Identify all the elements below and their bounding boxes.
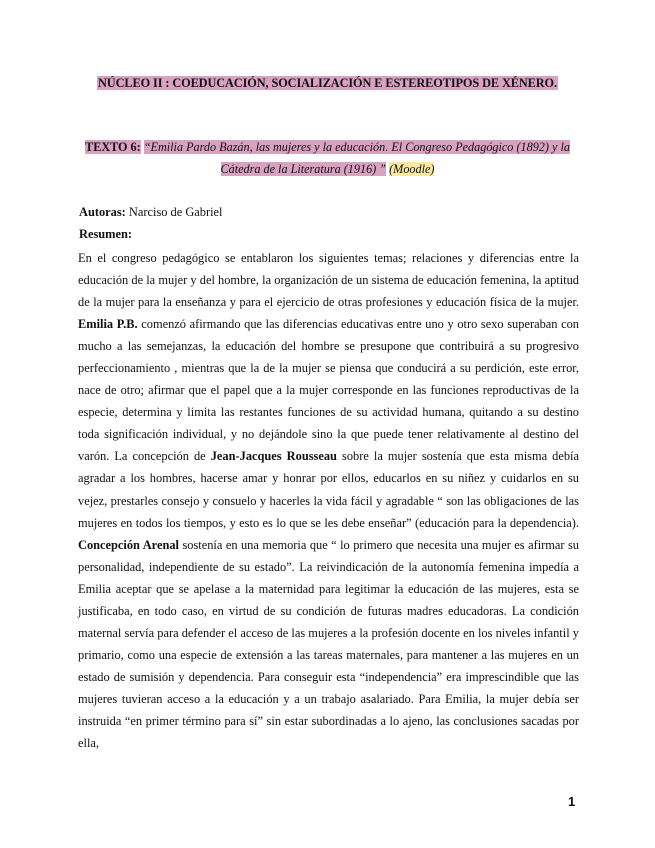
body-name-emilia: Emilia P.B. bbox=[78, 317, 138, 332]
text-source: (Moodle) bbox=[389, 162, 435, 176]
summary-label: Resumen: bbox=[79, 227, 132, 241]
authors-label: Autoras: bbox=[79, 205, 126, 219]
section-heading-text: NÚCLEO II : COEDUCACIÓN, SOCIALIZACIÓN E ESTEREOTIPOS DE XÉNERO. bbox=[98, 76, 557, 90]
page-number: 1 bbox=[568, 794, 576, 809]
body-name-arenal: Concepción Arenal bbox=[78, 537, 179, 552]
text-title-block bbox=[70, 136, 585, 180]
body-segment-1: En el congreso pedagógico se entablaron los siguientes temas; relaciones y diferencias entre la educación de la mujer y del hombre, la organización de un sistema de educación femenina, la aptitud de la mujer para la enseñanza y para el ejercicio de otras profesiones y educación física de la mujer. bbox=[78, 251, 579, 310]
authors-value: Narciso de Gabriel bbox=[128, 205, 223, 219]
body-segment-2: comenzó afirmando que las diferencias educativas entre uno y otro sexo superaban con mucho a las semejanzas, la educación del hombre se presupone que contribuirá a su progresivo perfeccionamiento , mientras que la de la mujer se piensa que conducirá a su perdición, este error, nace de otro; afirmar que el papel que a la mujer corresponde en las funciones reproductivas de la especie, determina y limita las restantes funciones de su actividad humana, quitando a su destino toda significación individual, y no dejándole sino la que puede tener relativamente al destino del varón. La concepción de bbox=[78, 317, 579, 464]
text-label: TEXTO 6: bbox=[85, 140, 141, 154]
authors-line bbox=[79, 205, 223, 220]
summary-body bbox=[78, 247, 579, 754]
section-heading bbox=[0, 76, 655, 91]
body-name-rousseau: Jean-Jacques Rousseau bbox=[210, 449, 337, 464]
body-segment-4: sostenía en una memoria que “ lo primero que necesita una mujer es afirmar su personalidad, independiente de su estado”. La reivindicación de la autonomía femenina impedía a Emilia aceptar que se apelase a la maternidad para legitimar la educación de las mujeres, esta se justificaba, en todo caso, en virtud de su condición de futuras madres educadoras. La condición maternal servía para defender el acceso de las mujeres a la profesión docente en los niveles infantil y primario, como una especie de extensión a las tareas maternales, para mantener a las mujeres en un estado de sumisión y dependencia. Para conseguir esta “independencia” era imprescindible que las mujeres tuvieran acceso a la educación y a un trabajo asalariado. Para Emilia, la mujer debía ser instruida “en primer término para sí” sin estar subordinadas a lo ajeno, las conclusiones sacadas por ella, bbox=[78, 537, 579, 751]
text-title: “Emilia Pardo Bazán, las mujeres y la educación. El Congreso Pedagógico (1892) y la Cátedra de la Literatura (1916) ” bbox=[143, 140, 570, 176]
body-segment-3: sobre la mujer sostenía que esta misma debía agradar a los hombres, hacerse amar y honrar por ellos, educarlos en su niñez y cuidarlos en su vejez, prestarles consejo y consuelo y hacerles la vida fácil y agradable “ son las obligaciones de las mujeres en todos los tiempos, y esto es lo que se les debe enseñar” (educación para la dependencia). bbox=[78, 449, 579, 530]
summary-heading bbox=[79, 227, 132, 242]
